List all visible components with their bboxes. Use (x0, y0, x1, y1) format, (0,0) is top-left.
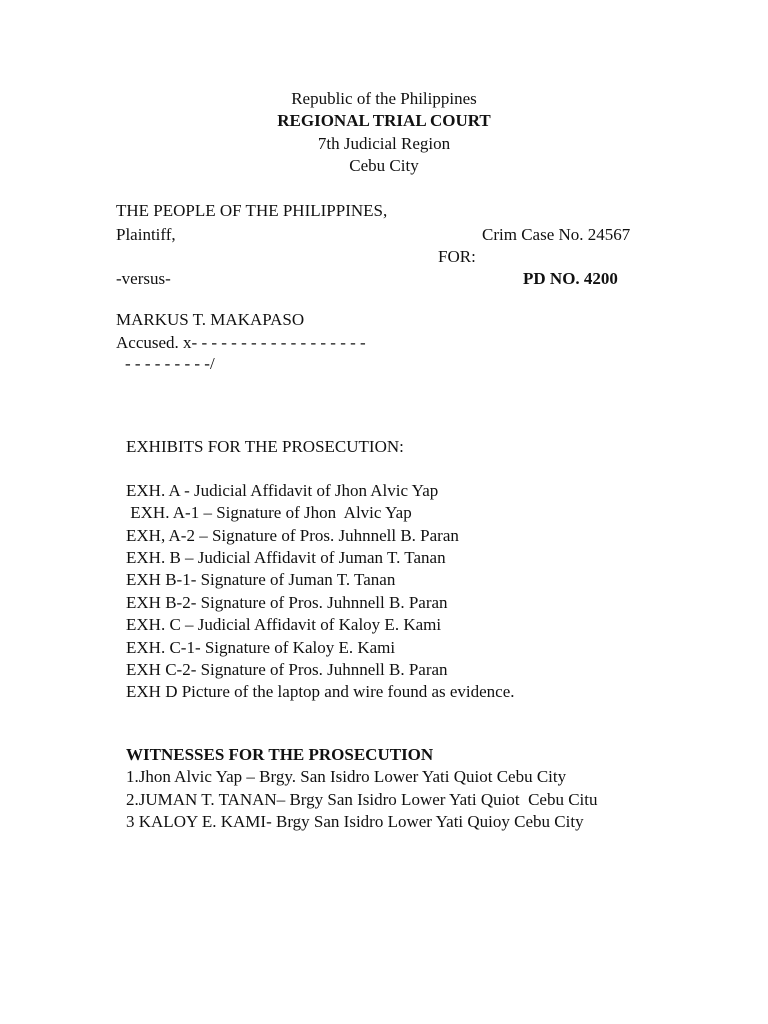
statute-label: PD NO. 4200 (523, 269, 618, 288)
judicial-region: 7th Judicial Region (317, 134, 451, 153)
caption-end: - - - - - - - - -/ (125, 354, 215, 373)
plaintiff-role: Plaintiff, (116, 225, 176, 244)
witness-item: 3 KALOY E. KAMI- Brgy San Isidro Lower Yati Quioy Cebu City (126, 812, 584, 831)
exhibits-heading: EXHIBITS FOR THE PROSECUTION: (126, 437, 404, 456)
exhibit-item: EXH D Picture of the laptop and wire found as evidence. (126, 682, 515, 701)
exhibit-item: EXH B-1- Signature of Juman T. Tanan (126, 570, 396, 589)
accused-name: MARKUS T. MAKAPASO (116, 310, 305, 329)
exhibit-item: EXH. A-1 – Signature of Jhon Alvic Yap (126, 503, 412, 522)
exhibit-item: EXH C-2- Signature of Pros. Juhnnell B. Paran (126, 660, 448, 679)
court-city: Cebu City (349, 156, 419, 175)
witness-item: 1.Jhon Alvic Yap – Brgy. San Isidro Lower Yati Quiot Cebu City (126, 767, 567, 786)
witnesses-heading: WITNESSES FOR THE PROSECUTION (126, 745, 434, 764)
exhibit-item: EXH. C – Judicial Affidavit of Kaloy E. Kami (126, 615, 442, 634)
case-number: Crim Case No. 24567 (482, 225, 631, 244)
exhibit-item: EXH, A-2 – Signature of Pros. Juhnnell B. Paran (126, 526, 459, 545)
republic-line: Republic of the Philippines (291, 89, 477, 108)
plaintiff-name: THE PEOPLE OF THE PHILIPPINES, (116, 201, 388, 220)
exhibit-item: EXH. A - Judicial Affidavit of Jhon Alvic Yap (126, 481, 439, 500)
accused-role: Accused. x- - - - - - - - - - - - - - - - - - (116, 333, 366, 352)
versus-label: -versus- (116, 269, 171, 288)
exhibit-item: EXH. B – Judicial Affidavit of Juman T. Tanan (126, 548, 446, 567)
witness-item: 2.JUMAN T. TANAN– Brgy San Isidro Lower Yati Quiot Cebu Citu (126, 790, 598, 809)
court-name: REGIONAL TRIAL COURT (277, 111, 491, 130)
exhibit-item: EXH. C-1- Signature of Kaloy E. Kami (126, 638, 396, 657)
exhibit-item: EXH B-2- Signature of Pros. Juhnnell B. Paran (126, 593, 448, 612)
for-label: FOR: (438, 247, 476, 266)
